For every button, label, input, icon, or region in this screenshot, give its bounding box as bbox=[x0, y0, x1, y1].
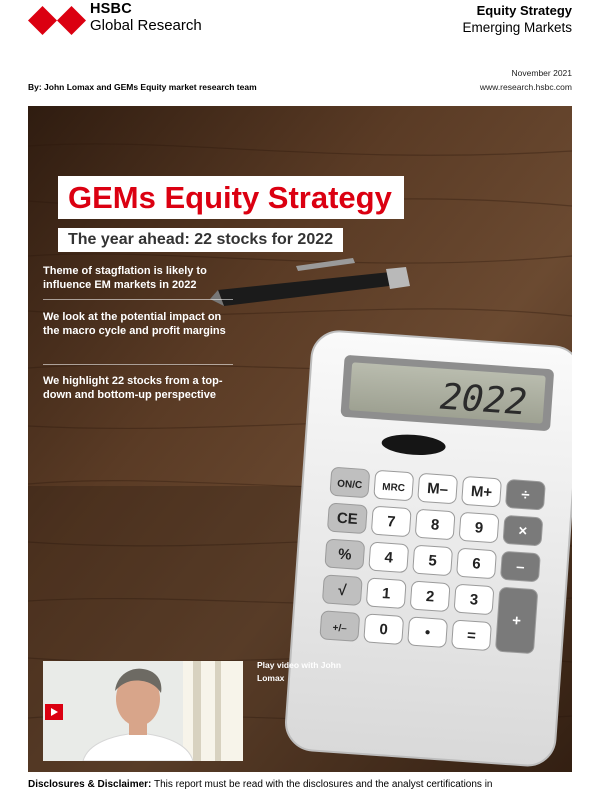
bullet-macro-cycle: We look at the potential impact on the macro cycle and profit margins bbox=[43, 311, 226, 337]
title-banner bbox=[58, 176, 404, 219]
calculator-key-label: √ bbox=[337, 581, 347, 600]
report-url[interactable]: www.research.hsbc.com bbox=[479, 82, 572, 92]
report-region: Emerging Markets bbox=[462, 20, 572, 35]
calculator-key-label: ÷ bbox=[520, 486, 531, 504]
authors-line: By: John Lomax and GEMs Equity market research team bbox=[28, 82, 257, 92]
calculator-key-label: 7 bbox=[386, 513, 396, 531]
calculator-key-label: 1 bbox=[381, 584, 391, 603]
calculator-key-label: % bbox=[337, 545, 353, 564]
video-thumbnail[interactable] bbox=[43, 661, 243, 761]
calculator-key-label: 3 bbox=[469, 591, 479, 609]
calculator-key-label: × bbox=[517, 522, 528, 540]
calculator-key-label: 6 bbox=[471, 555, 482, 573]
calculator-key-label: ON/C bbox=[336, 478, 363, 492]
disclaimer-label: Disclosures & Disclaimer: bbox=[28, 779, 152, 790]
calculator-key-label: • bbox=[424, 624, 431, 642]
calculator-key-label: CE bbox=[336, 509, 359, 529]
play-icon[interactable] bbox=[45, 704, 63, 720]
bullet-divider bbox=[43, 299, 233, 300]
calculator-key-label: 2 bbox=[425, 588, 435, 606]
report-title: GEMs Equity Strategy bbox=[68, 180, 392, 215]
disclaimer bbox=[28, 779, 578, 790]
video-caption[interactable]: Play video with John Lomax bbox=[257, 660, 342, 683]
video-presenter-image bbox=[43, 661, 243, 761]
calculator-key-label: 8 bbox=[430, 516, 440, 534]
svg-text:2022: 2022 bbox=[438, 376, 529, 424]
report-subtitle: The year ahead: 22 stocks for 2022 bbox=[68, 231, 334, 248]
calculator-key-label: = bbox=[466, 627, 477, 645]
cover-image bbox=[28, 106, 572, 772]
calculator-key-label: 0 bbox=[378, 620, 389, 639]
disclaimer-text: This report must be read with the disclosures and the analyst certifications in bbox=[151, 779, 493, 790]
bullet-22-stocks: We highlight 22 stocks from a top-down and bottom-up perspective bbox=[43, 375, 223, 401]
calculator-key-label: – bbox=[515, 558, 526, 576]
calculator-key-label: + bbox=[511, 612, 522, 630]
hsbc-hexagon-logo-icon bbox=[28, 6, 86, 35]
report-date: November 2021 bbox=[511, 68, 572, 78]
calculator-key-label: 9 bbox=[474, 519, 484, 537]
calculator-key-label: M+ bbox=[470, 482, 493, 502]
bullet-divider bbox=[43, 364, 233, 365]
calculator-key-label: M– bbox=[426, 479, 449, 499]
brand-name: HSBC bbox=[90, 1, 132, 17]
subtitle-banner bbox=[58, 228, 343, 252]
calculator-key-label: 4 bbox=[383, 549, 394, 567]
calculator-key-label: +/– bbox=[332, 622, 348, 635]
calculator-key-label: MRC bbox=[381, 481, 406, 495]
report-type: Equity Strategy bbox=[476, 3, 572, 18]
brand-unit: Global Research bbox=[90, 17, 202, 34]
bullet-stagflation: Theme of stagflation is likely to influence EM markets in 2022 bbox=[43, 265, 207, 291]
calculator-key-label: 5 bbox=[427, 552, 438, 570]
